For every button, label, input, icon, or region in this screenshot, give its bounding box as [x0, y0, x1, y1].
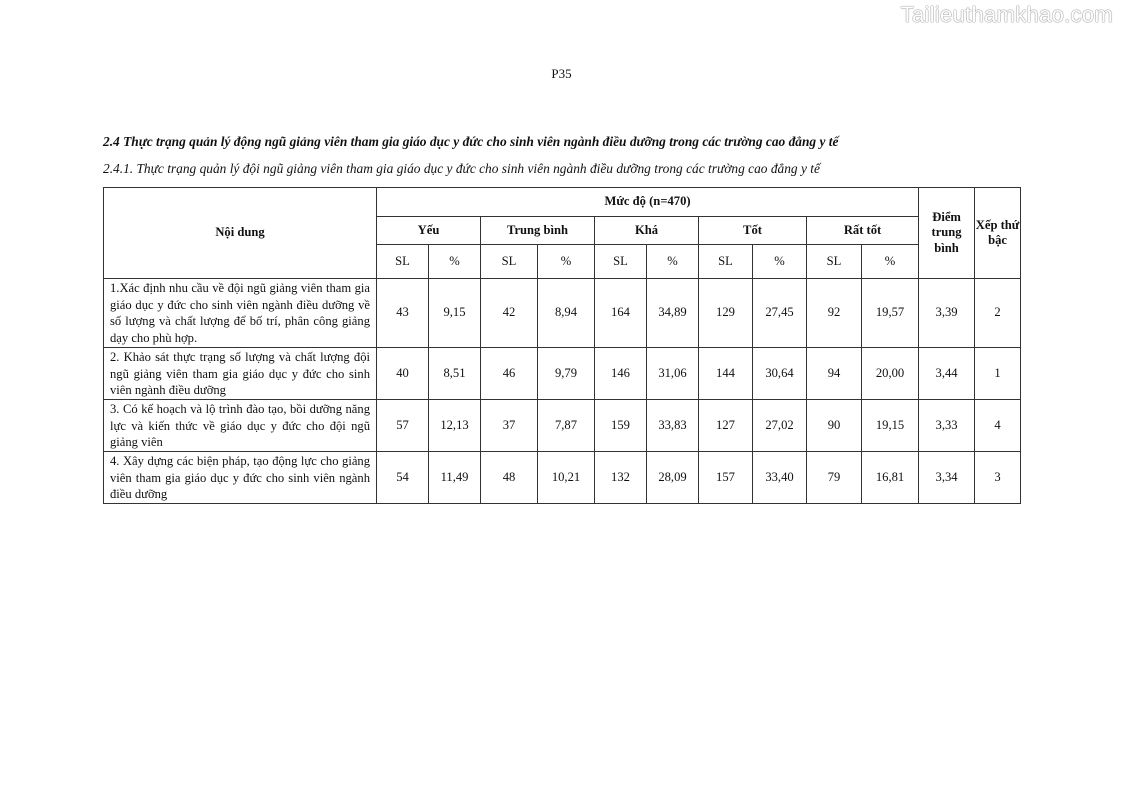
header-percent: %	[647, 245, 699, 279]
cell-value: 40	[377, 347, 429, 399]
cell-rank: 1	[975, 347, 1021, 399]
cell-value: 144	[699, 347, 753, 399]
cell-rank: 4	[975, 399, 1021, 451]
cell-mean: 3,44	[919, 347, 975, 399]
cell-mean: 3,33	[919, 399, 975, 451]
row-content: 1.Xác định nhu cầu về đội ngũ giảng viên tham gia giáo dục y đức cho sinh viên ngành điều dưỡng về số lượng và chất lượng để bố trí, phân công giảng dạy cho phù hợp.	[104, 279, 377, 348]
cell-value: 9,79	[538, 347, 595, 399]
cell-value: 129	[699, 279, 753, 348]
cell-value: 12,13	[429, 399, 481, 451]
cell-value: 92	[807, 279, 862, 348]
header-sl: SL	[595, 245, 647, 279]
cell-value: 146	[595, 347, 647, 399]
cell-value: 10,21	[538, 452, 595, 504]
subsection-heading: 2.4.1. Thực trạng quản lý đội ngũ giảng viên tham gia giáo dục y đức cho sinh viên ngành điều dưỡng trong các trường cao đẳng y tế	[103, 161, 820, 176]
cell-value: 57	[377, 399, 429, 451]
cell-mean: 3,39	[919, 279, 975, 348]
page-number: P35	[551, 66, 572, 81]
cell-value: 8,51	[429, 347, 481, 399]
cell-value: 43	[377, 279, 429, 348]
cell-rank: 2	[975, 279, 1021, 348]
header-content: Nội dung	[104, 188, 377, 279]
header-level-kha: Khá	[595, 217, 699, 245]
header-percent: %	[862, 245, 919, 279]
table-row	[104, 279, 1021, 348]
cell-value: 19,57	[862, 279, 919, 348]
cell-value: 132	[595, 452, 647, 504]
row-content: 2. Khảo sát thực trạng số lượng và chất lượng đội ngũ giảng viên tham gia giáo dục y đức cho sinh viên ngành điều dưỡng	[104, 347, 377, 399]
cell-value: 19,15	[862, 399, 919, 451]
cell-value: 33,40	[753, 452, 807, 504]
header-level-yeu: Yếu	[377, 217, 481, 245]
header-sl: SL	[481, 245, 538, 279]
header-percent: %	[753, 245, 807, 279]
cell-value: 27,02	[753, 399, 807, 451]
cell-value: 30,64	[753, 347, 807, 399]
cell-value: 8,94	[538, 279, 595, 348]
cell-value: 28,09	[647, 452, 699, 504]
header-level-rat-tot: Rất tốt	[807, 217, 919, 245]
cell-value: 48	[481, 452, 538, 504]
cell-value: 46	[481, 347, 538, 399]
cell-value: 34,89	[647, 279, 699, 348]
header-percent: %	[429, 245, 481, 279]
cell-value: 159	[595, 399, 647, 451]
cell-value: 157	[699, 452, 753, 504]
cell-value: 94	[807, 347, 862, 399]
cell-value: 90	[807, 399, 862, 451]
header-sl: SL	[807, 245, 862, 279]
cell-value: 27,45	[753, 279, 807, 348]
cell-value: 37	[481, 399, 538, 451]
header-level-group: Mức độ (n=470)	[377, 188, 919, 217]
header-level-tot: Tốt	[699, 217, 807, 245]
cell-value: 16,81	[862, 452, 919, 504]
header-mean: Điểm trung bình	[919, 188, 975, 279]
cell-value: 9,15	[429, 279, 481, 348]
cell-value: 33,83	[647, 399, 699, 451]
row-content: 4. Xây dựng các biện pháp, tạo động lực cho giảng viên tham gia giáo dục y đức cho sinh viên ngành điều dưỡng	[104, 452, 377, 504]
header-sl: SL	[699, 245, 753, 279]
cell-value: 42	[481, 279, 538, 348]
cell-value: 7,87	[538, 399, 595, 451]
header-percent: %	[538, 245, 595, 279]
header-rank: Xếp thứ bậc	[975, 188, 1021, 279]
cell-rank: 3	[975, 452, 1021, 504]
cell-value: 79	[807, 452, 862, 504]
cell-value: 31,06	[647, 347, 699, 399]
watermark: Tailieuthamkhao.com	[900, 2, 1113, 27]
table-row	[104, 452, 1021, 504]
survey-table	[103, 187, 1021, 504]
table-row	[104, 399, 1021, 451]
cell-value: 54	[377, 452, 429, 504]
section-heading: 2.4 Thực trạng quản lý động ngũ giảng viên tham gia giáo dục y đức cho sinh viên ngành điều dưỡng trong các trường cao đẳng y tế	[103, 134, 839, 149]
cell-value: 11,49	[429, 452, 481, 504]
header-level-trung-binh: Trung bình	[481, 217, 595, 245]
cell-value: 164	[595, 279, 647, 348]
header-sl: SL	[377, 245, 429, 279]
table-row	[104, 347, 1021, 399]
cell-value: 127	[699, 399, 753, 451]
row-content: 3. Có kế hoạch và lộ trình đào tạo, bồi dưỡng năng lực và kiến thức về giáo dục y đức cho đội ngũ giảng viên	[104, 399, 377, 451]
cell-mean: 3,34	[919, 452, 975, 504]
cell-value: 20,00	[862, 347, 919, 399]
